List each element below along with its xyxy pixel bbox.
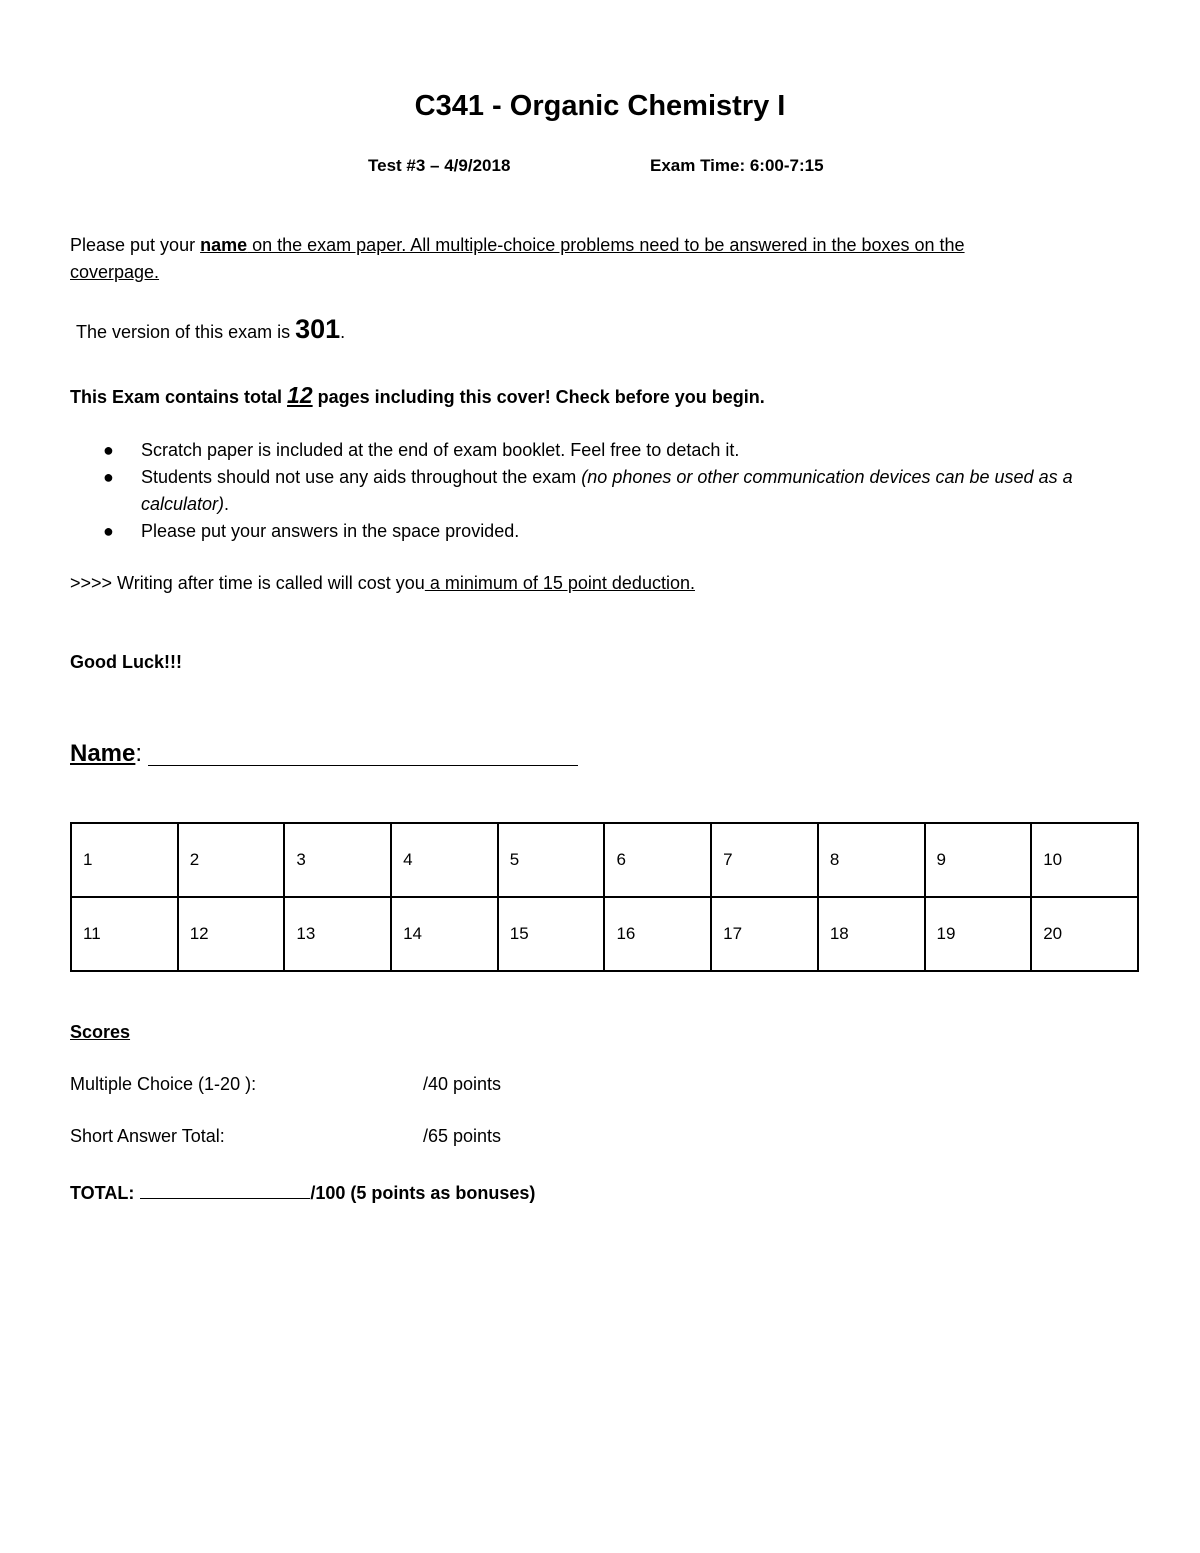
answer-box[interactable] <box>604 823 711 897</box>
answer-box-number: 19 <box>936 924 956 943</box>
answer-box[interactable] <box>498 823 605 897</box>
version-number: 301 <box>295 314 341 344</box>
answer-box-number: 9 <box>936 850 946 869</box>
total-score-row <box>70 1180 535 1204</box>
sa-score-points: /65 points <box>423 1126 502 1146</box>
answer-box-number: 2 <box>189 850 200 869</box>
version-line <box>76 314 345 345</box>
instructions-line1-rest: on the exam paper. All multiple-choice problems need to be answered in the boxes on the <box>247 235 965 255</box>
answer-box-number: 8 <box>829 850 840 869</box>
answer-box-number: 3 <box>296 850 306 869</box>
warning-underlined: a minimum of 15 point deduction. <box>424 573 695 593</box>
version-suffix: . <box>340 322 346 342</box>
answer-grid <box>70 822 1139 972</box>
answer-box-number: 12 <box>189 924 209 943</box>
answer-box-number: 7 <box>723 850 733 869</box>
instructions-prefix: Please put your <box>70 235 201 255</box>
answer-box-number: 20 <box>1043 924 1063 943</box>
warning-line <box>70 573 695 594</box>
answer-box[interactable] <box>711 897 818 971</box>
name-label: Name <box>70 740 136 767</box>
name-colon: : <box>135 740 143 767</box>
bullet-dot-icon: ● <box>103 521 114 541</box>
answer-box-number: 6 <box>616 850 626 869</box>
total-label: TOTAL: <box>70 1183 135 1203</box>
bullet-text: Scratch paper is included at the end of exam booklet. Feel free to detach it. <box>141 440 740 460</box>
answer-box[interactable] <box>1031 823 1138 897</box>
answer-box[interactable] <box>818 823 925 897</box>
sa-score-label: Short Answer Total: <box>70 1126 225 1146</box>
answer-box[interactable] <box>71 897 178 971</box>
answer-box-number: 14 <box>403 924 422 943</box>
bullet-item <box>70 518 1130 545</box>
bullet-italic-text: (no phones or other communication devices can be used as a calculator) <box>141 467 1073 514</box>
answer-grid-row <box>71 897 1138 971</box>
scores-heading: Scores <box>70 1022 131 1042</box>
bullet-text: Please put your answers in the space provided. <box>141 521 520 541</box>
answer-box[interactable] <box>178 823 285 897</box>
answer-box[interactable] <box>498 897 605 971</box>
bullet-item <box>70 437 1130 464</box>
answer-box-number: 10 <box>1043 850 1063 869</box>
answer-box-number: 1 <box>83 850 93 869</box>
total-score-field[interactable] <box>140 1180 310 1199</box>
answer-box[interactable] <box>391 897 498 971</box>
name-row <box>70 740 142 768</box>
total-suffix: /100 (5 points as bonuses) <box>310 1183 536 1203</box>
good-luck: Good Luck!!! <box>70 652 182 672</box>
instruction-bullets <box>70 437 1130 545</box>
answer-box-number: 5 <box>509 850 520 869</box>
answer-box[interactable] <box>925 823 1032 897</box>
instructions-line-2: coverpage. <box>70 262 160 282</box>
test-info: Test #3 – 4/9/2018 <box>368 156 511 175</box>
bullet-text: Students should not use any aids throughout the exam <box>141 467 582 487</box>
answer-box-number: 17 <box>723 924 743 943</box>
page-title: C341 - Organic Chemistry I <box>414 90 786 122</box>
pages-notice <box>70 382 765 409</box>
name-field[interactable] <box>148 765 578 766</box>
bullet-item <box>70 464 1130 518</box>
answer-box[interactable] <box>711 823 818 897</box>
mc-score-label: Multiple Choice (1-20 ): <box>70 1074 257 1094</box>
instructions-name-word: name <box>200 235 248 255</box>
version-prefix: The version of this exam is <box>76 322 296 342</box>
instructions-line-1 <box>70 235 965 256</box>
answer-box-number: 18 <box>829 924 849 943</box>
bullet-dot-icon: ● <box>103 440 114 460</box>
answer-box[interactable] <box>284 823 391 897</box>
answer-box[interactable] <box>604 897 711 971</box>
mc-score-points: /40 points <box>423 1074 502 1094</box>
exam-time: Exam Time: 6:00-7:15 <box>650 156 824 175</box>
pages-notice-prefix: This Exam contains total <box>70 387 288 407</box>
answer-box-number: 4 <box>403 850 413 869</box>
warning-prefix: >>>> Writing after time is called will cost you <box>70 573 425 593</box>
pages-count: 12 <box>287 382 313 408</box>
answer-grid-row <box>71 823 1138 897</box>
pages-notice-suffix: pages including this cover! Check before you begin. <box>312 387 765 407</box>
answer-box[interactable] <box>71 823 178 897</box>
answer-box[interactable] <box>1031 897 1138 971</box>
bullet-dot-icon: ● <box>103 467 114 487</box>
bullet-end: . <box>224 494 230 514</box>
answer-box[interactable] <box>284 897 391 971</box>
answer-box[interactable] <box>391 823 498 897</box>
answer-box[interactable] <box>925 897 1032 971</box>
answer-box[interactable] <box>178 897 285 971</box>
answer-box-number: 11 <box>83 924 101 943</box>
answer-box[interactable] <box>818 897 925 971</box>
answer-box-number: 13 <box>296 924 316 943</box>
answer-box-number: 15 <box>509 924 529 943</box>
answer-box-number: 16 <box>616 924 636 943</box>
